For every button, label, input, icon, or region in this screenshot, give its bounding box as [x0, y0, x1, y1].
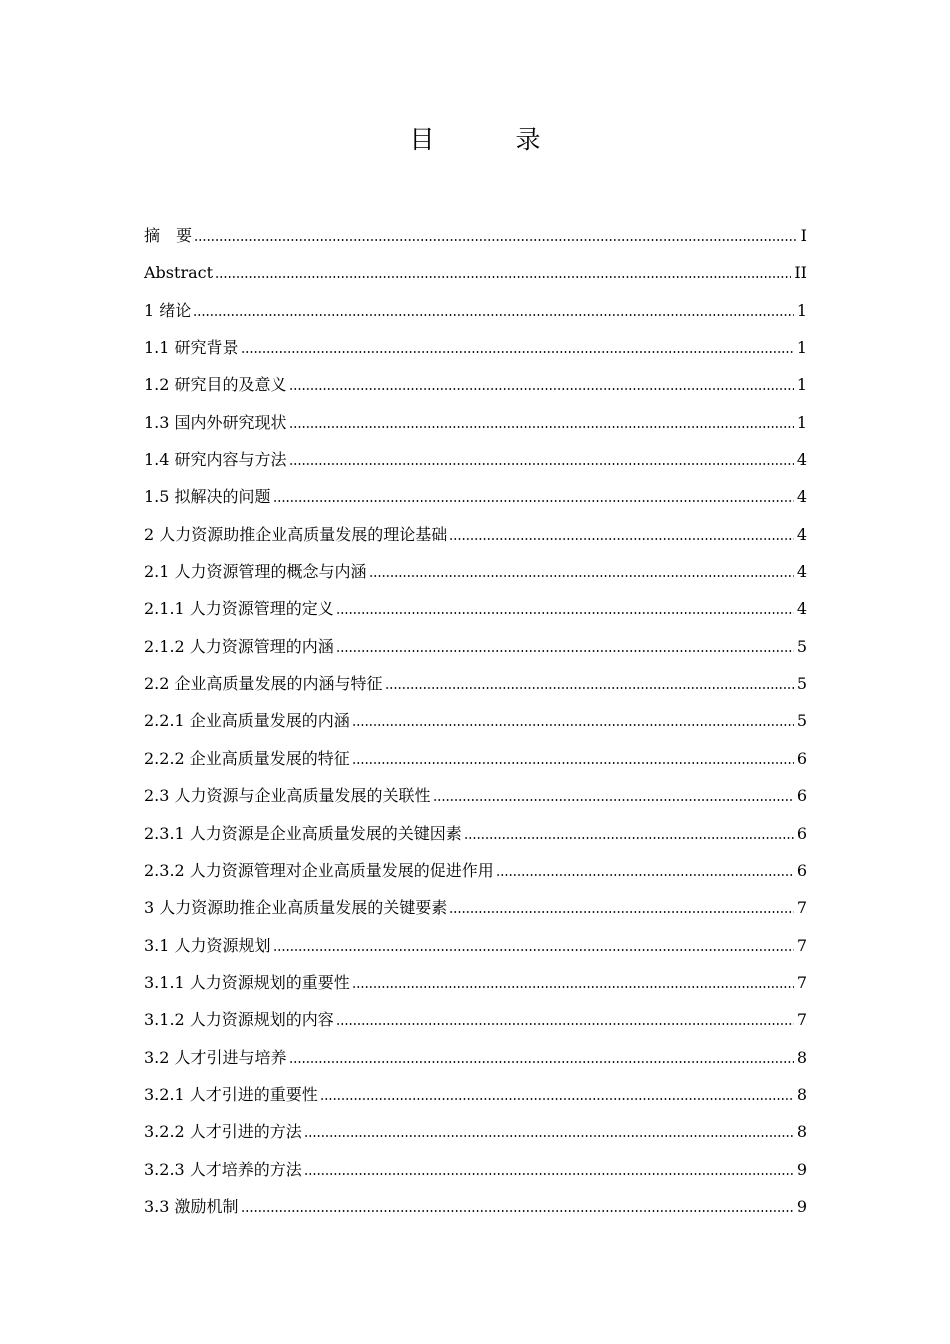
toc-entry-label: 2.2.1 企业高质量发展的内涵: [144, 711, 350, 731]
dot-leader: [289, 1046, 794, 1066]
toc-entry-label: 2.3 人力资源与企业高质量发展的关联性: [144, 786, 431, 806]
toc-entry-label: 1.4 研究内容与方法: [144, 450, 287, 470]
dot-leader: [449, 523, 794, 543]
toc-entry-label: 2.3.2 人力资源管理对企业高质量发展的促进作用: [144, 860, 494, 880]
toc-entry-page-number: 9: [796, 1159, 807, 1179]
toc-entry-page-number: 6: [796, 786, 807, 806]
toc-entry-page-number: 6: [796, 860, 807, 880]
toc-entry[interactable]: [144, 1039, 807, 1076]
toc-entry-label: 1.3 国内外研究现状: [144, 412, 287, 432]
dot-leader: [289, 411, 794, 431]
toc-entry[interactable]: [144, 1188, 807, 1225]
toc-entry-label: 3.1 人力资源规划: [144, 935, 271, 955]
toc-entry[interactable]: [144, 1001, 807, 1038]
toc-entry-label: 3.2.3 人才培养的方法: [144, 1159, 302, 1179]
toc-entry-page-number: 8: [796, 1047, 807, 1067]
toc-entry-label: 3.2.1 人才引进的重要性: [144, 1084, 318, 1104]
toc-entry-label: 1.1 研究背景: [144, 338, 239, 358]
toc-entry-page-number: 4: [796, 450, 807, 470]
toc-entry[interactable]: [144, 329, 807, 366]
toc-entry-label: 3.1.2 人力资源规划的内容: [144, 1010, 334, 1030]
toc-entry[interactable]: [144, 217, 807, 254]
toc-entry-page-number: 1: [796, 338, 807, 358]
toc-entry-label: 2 人力资源助推企业高质量发展的理论基础: [144, 524, 448, 544]
toc-entry[interactable]: [144, 254, 807, 291]
toc-entry-label: 2.1.1 人力资源管理的定义: [144, 599, 334, 619]
toc-entry-page-number: 7: [796, 898, 807, 918]
toc-entry[interactable]: [144, 478, 807, 515]
toc-entry[interactable]: [144, 590, 807, 627]
toc-entry[interactable]: [144, 815, 807, 852]
toc-entry-page-number: 4: [796, 562, 807, 582]
dot-leader: [289, 373, 794, 393]
dot-leader: [215, 261, 791, 281]
dot-leader: [336, 635, 794, 655]
toc-entry[interactable]: [144, 777, 807, 814]
toc-entry[interactable]: [144, 1151, 807, 1188]
toc-entry[interactable]: [144, 292, 807, 329]
toc-entry[interactable]: [144, 889, 807, 926]
page-title: 目 录: [409, 125, 569, 154]
toc-entry[interactable]: [144, 964, 807, 1001]
toc-entry-page-number: 1: [796, 412, 807, 432]
dot-leader: [241, 1195, 794, 1215]
dot-leader: [369, 560, 794, 580]
toc-entry-page-number: 6: [796, 748, 807, 768]
toc-entry-page-number: 1: [796, 375, 807, 395]
toc-entry[interactable]: [144, 366, 807, 403]
toc-entry-page-number: 1: [796, 300, 807, 320]
dot-leader: [464, 822, 794, 842]
dot-leader: [496, 859, 794, 879]
toc-entry-label: 1.2 研究目的及意义: [144, 375, 287, 395]
dot-leader: [193, 299, 794, 319]
dot-leader: [449, 896, 794, 916]
toc-entry-page-number: 4: [796, 487, 807, 507]
toc-entry-page-number: 7: [796, 935, 807, 955]
dot-leader: [433, 784, 794, 804]
dot-leader: [352, 971, 794, 991]
toc-entry[interactable]: [144, 852, 807, 889]
dot-leader: [336, 1008, 794, 1028]
toc-entry-page-number: II: [794, 263, 807, 283]
toc-entry-label: 3.2.2 人才引进的方法: [144, 1122, 302, 1142]
toc-entry-label: Abstract: [144, 263, 214, 283]
toc-entry[interactable]: [144, 628, 807, 665]
dot-leader: [241, 336, 794, 356]
dot-leader: [352, 709, 794, 729]
toc-entry[interactable]: [144, 404, 807, 441]
toc-entry[interactable]: [144, 553, 807, 590]
toc-entry-label: 3.2 人才引进与培养: [144, 1047, 287, 1067]
toc-entry[interactable]: [144, 1076, 807, 1113]
dot-leader: [320, 1083, 794, 1103]
toc-entry-page-number: 7: [796, 1010, 807, 1030]
toc-entry-page-number: 9: [796, 1196, 807, 1216]
toc-entry[interactable]: [144, 1113, 807, 1150]
toc-entry-label: 2.1 人力资源管理的概念与内涵: [144, 562, 367, 582]
toc-entry-page-number: 6: [796, 823, 807, 843]
toc-entry[interactable]: [144, 927, 807, 964]
dot-leader: [273, 485, 794, 505]
toc-entry-page-number: 4: [796, 599, 807, 619]
toc-entry-page-number: 4: [796, 524, 807, 544]
toc-entry[interactable]: [144, 665, 807, 702]
toc-entry-label: 3 人力资源助推企业高质量发展的关键要素: [144, 898, 448, 918]
toc-entry-label: 2.2 企业高质量发展的内涵与特征: [144, 674, 383, 694]
toc-entry-page-number: 8: [796, 1122, 807, 1142]
toc-entry-label: 2.2.2 企业高质量发展的特征: [144, 748, 350, 768]
toc-entry-label: 3.3 激励机制: [144, 1196, 239, 1216]
dot-leader: [385, 672, 794, 692]
toc-entry[interactable]: [144, 441, 807, 478]
toc-entry[interactable]: [144, 740, 807, 777]
toc-entry-label: 2.3.1 人力资源是企业高质量发展的关键因素: [144, 823, 462, 843]
toc-entry-page-number: 5: [796, 674, 807, 694]
toc-entry-label: 2.1.2 人力资源管理的内涵: [144, 636, 334, 656]
dot-leader: [336, 597, 794, 617]
toc-entry[interactable]: [144, 516, 807, 553]
toc-entry-label: 1.5 拟解决的问题: [144, 487, 271, 507]
toc-entry-page-number: 5: [796, 636, 807, 656]
toc-entry-page-number: 7: [796, 972, 807, 992]
dot-leader: [273, 934, 794, 954]
dot-leader: [289, 448, 794, 468]
dot-leader: [352, 747, 794, 767]
toc-list: [144, 217, 807, 1225]
toc-entry-label: 3.1.1 人力资源规划的重要性: [144, 972, 350, 992]
dot-leader: [194, 224, 798, 244]
dot-leader: [304, 1158, 794, 1178]
toc-entry-page-number: I: [800, 226, 807, 245]
toc-entry-label: 摘 要: [144, 226, 193, 245]
dot-leader: [304, 1120, 794, 1140]
toc-entry-page-number: 5: [796, 711, 807, 731]
toc-entry-label: 1 绪论: [144, 300, 192, 320]
toc-entry[interactable]: [144, 702, 807, 739]
toc-entry-page-number: 8: [796, 1084, 807, 1104]
